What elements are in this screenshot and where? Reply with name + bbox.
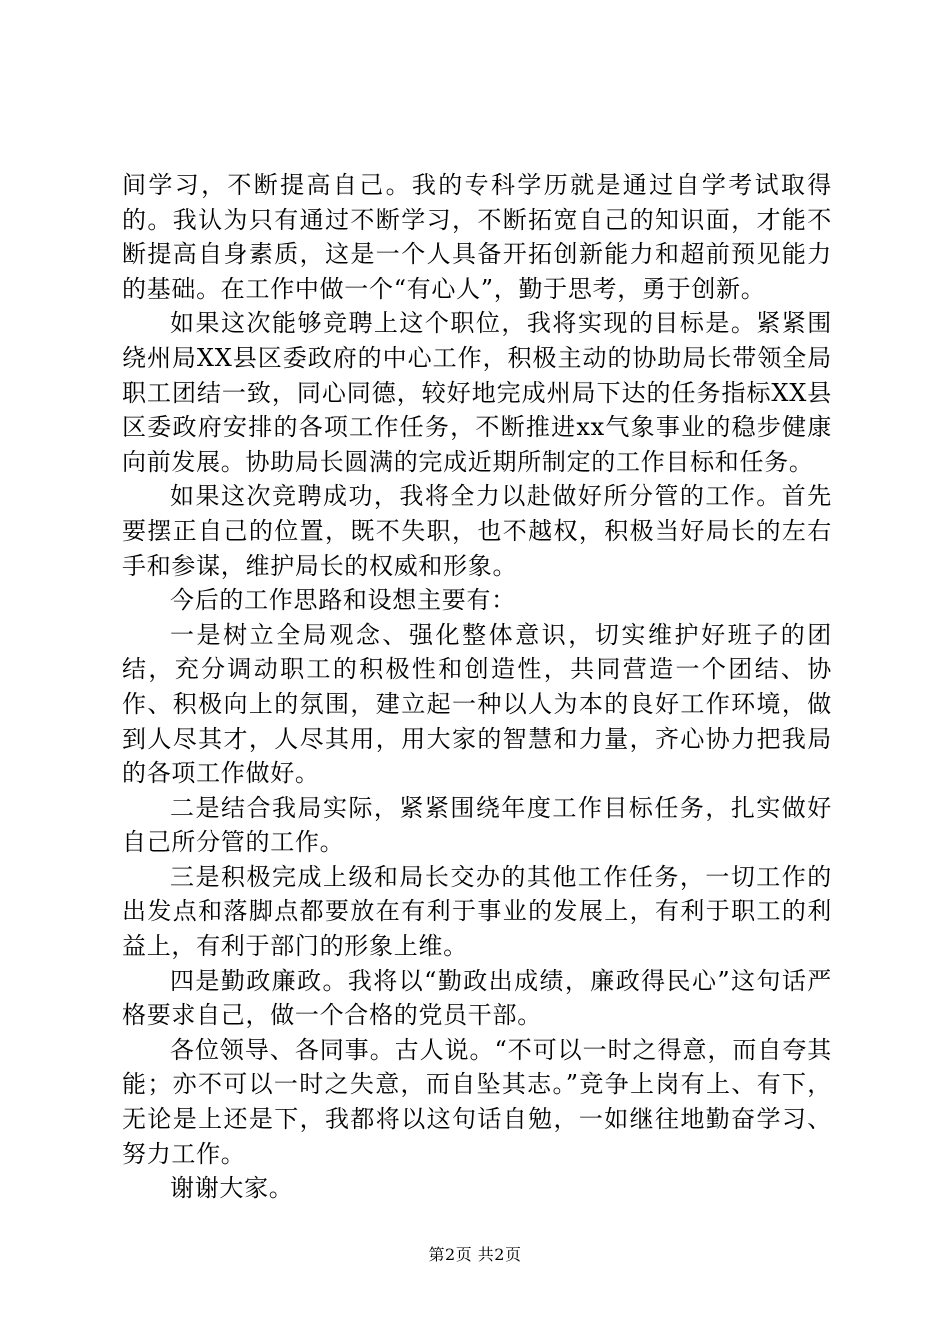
page-number-footer: 第2页 共2页: [428, 1245, 522, 1264]
document-body: [122, 168, 832, 1206]
paragraph-continuation: 间学习，不断提高自己。我的专科学历就是通过自学考试取得的。我认为只有通过不断学习，不断拓宽自己的知识面，才能不断提高自身素质，这是一个人具备开拓创新能力和超前预见能力的基础。在工作中做一个“有心人”，勤于思考，勇于创新。: [122, 171, 832, 303]
paragraph-plan-three: 三是积极完成上级和局长交办的其他工作任务，一切工作的出发点和落脚点都要放在有利于事业的发展上，有利于职工的利益上，有利于部门的形象上维。: [122, 862, 832, 961]
paragraph-plan-intro: 今后的工作思路和设想主要有：: [170, 586, 516, 615]
paragraph-thanks: 谢谢大家。: [170, 1174, 294, 1203]
paragraph-goal: 如果这次能够竞聘上这个职位，我将实现的目标是。紧紧围绕州局XX县区委政府的中心工作，积极主动的协助局长带领全局职工团结一致，同心同德，较好地完成州局下达的任务指标XX县区委政府安排的各项工作任务，不断推进xx气象事业的稳步健康向前发展。协助局长圆满的完成近期所制定的工作目标和任务。: [122, 309, 832, 476]
paragraph-plan-four: 四是勤政廉政。我将以“勤政出成绩，廉政得民心”这句话严格要求自己，做一个合格的党员干部。: [122, 966, 832, 1030]
paragraph-closing: 各位领导、各同事。古人说。“不可以一时之得意，而自夸其能；亦不可以一时之失意，而自坠其志。”竞争上岗有上、有下，无论是上还是下，我都将以这句话自勉，一如继往地勤奋学习、努力工作。: [122, 1035, 832, 1168]
paragraph-plan-one: 一是树立全局观念、强化整体意识，切实维护好班子的团结，充分调动职工的积极性和创造性，共同营造一个团结、协作、积极向上的氛围，建立起一种以人为本的良好工作环境，做到人尽其才，人尽其用，用大家的智慧和力量，齐心协力把我局的各项工作做好。: [122, 620, 832, 788]
paragraph-plan-two: 二是结合我局实际，紧紧围绕年度工作目标任务，扎实做好自己所分管的工作。: [122, 793, 832, 857]
paragraph-commitment: 如果这次竞聘成功，我将全力以赴做好所分管的工作。首先要摆正自己的位置，既不失职，也不越权，积极当好局长的左右手和参谋，维护局长的权威和形象。: [122, 482, 832, 580]
